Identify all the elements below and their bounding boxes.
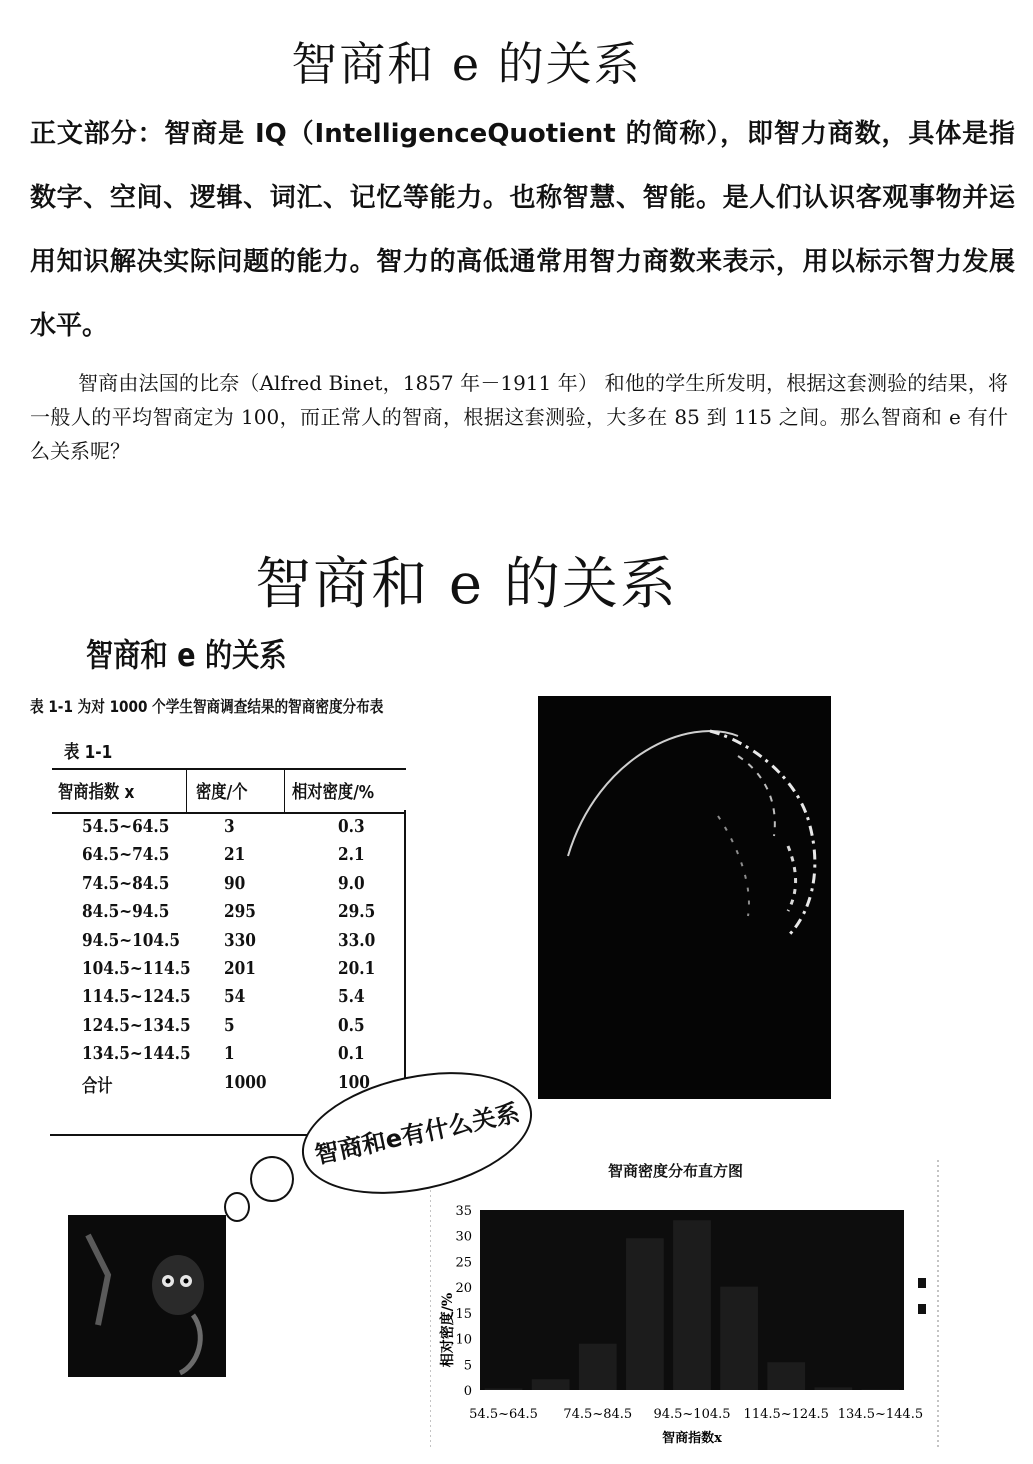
y-tick-label: 25 — [455, 1255, 472, 1271]
cell-iq-range: 134.5~144.5 — [82, 1043, 191, 1065]
table-row — [52, 958, 406, 986]
cell-iq-range: 124.5~134.5 — [82, 1014, 191, 1036]
cell-percent: 2.1 — [338, 844, 365, 866]
y-tick-label: 10 — [455, 1332, 472, 1348]
x-tick-label: 114.5~124.5 — [743, 1407, 829, 1422]
table-label: 表 1-1 — [64, 742, 113, 763]
y-tick-label: 0 — [463, 1384, 472, 1399]
histogram-svg — [430, 1150, 950, 1450]
y-axis-label: 相对密度/% — [440, 1292, 456, 1368]
intro-paragraph: 正文部分：智商是 IQ（IntelligenceQuotient 的简称），即智力商数，具体是指数字、空间、逻辑、词汇、记忆等能力。也称智慧、智能。是人们认识客观事物并运用知识解决实际问题的能力。智力的高低通常用智力商数来表示，用以标示智力发展水平。 — [30, 119, 1015, 341]
cell-count: 5 — [224, 1014, 235, 1036]
histogram-bar — [862, 1389, 900, 1390]
cell-iq-range: 合计 — [82, 1075, 113, 1097]
cell-iq-range: 114.5~124.5 — [82, 986, 191, 1008]
header-iq-index: 智商指数 x — [58, 782, 135, 803]
cell-percent: 0.1 — [338, 1043, 365, 1065]
header-relative-density: 相对密度/% — [292, 782, 375, 803]
slide-title: 智商和 e 的关系 — [255, 552, 678, 617]
cell-percent: 33.0 — [338, 929, 376, 951]
cell-count: 90 — [224, 872, 246, 894]
table-row — [52, 901, 406, 929]
cell-iq-range: 64.5~74.5 — [82, 844, 170, 866]
histogram-bar — [720, 1287, 758, 1390]
cell-percent: 29.5 — [338, 901, 376, 923]
histogram-bar — [626, 1238, 664, 1390]
legend-swatch — [918, 1278, 926, 1288]
table-row — [52, 873, 406, 901]
header-divider — [284, 770, 285, 812]
cell-count: 54 — [224, 986, 246, 1008]
x-tick-label: 134.5~144.5 — [837, 1407, 924, 1422]
cell-iq-range: 104.5~114.5 — [82, 958, 191, 979]
table-bottom-border — [50, 1134, 340, 1136]
y-tick-label: 20 — [455, 1281, 472, 1297]
table-row — [52, 1015, 406, 1043]
x-axis-label: 智商指数x — [662, 1431, 722, 1446]
y-tick-label: 30 — [455, 1229, 472, 1245]
page-title: 智商和 e 的关系 — [291, 37, 642, 91]
histogram-bar — [673, 1220, 711, 1390]
thought-bubble-medium — [250, 1156, 294, 1202]
histogram-bar — [532, 1379, 570, 1390]
table-row — [52, 816, 406, 844]
cell-iq-range: 74.5~84.5 — [82, 872, 170, 894]
cell-percent: 5.4 — [338, 986, 365, 1008]
cell-count: 3 — [224, 816, 235, 837]
cell-iq-range: 94.5~104.5 — [82, 929, 181, 951]
table-caption: 表 1-1 为对 1000 个学生智商调查结果的智商密度分布表 — [30, 697, 384, 716]
thought-bubble-small — [224, 1192, 250, 1222]
earth-photo — [538, 696, 831, 1099]
slide-subtitle: 智商和 e 的关系 — [86, 636, 287, 674]
y-tick-label: 5 — [463, 1358, 472, 1374]
cell-count: 330 — [224, 929, 256, 951]
cell-count: 201 — [224, 958, 256, 979]
cell-count: 21 — [224, 844, 246, 866]
cell-percent: 20.1 — [338, 958, 376, 979]
table-header — [52, 768, 406, 814]
table-row — [52, 1043, 406, 1071]
legend-swatch — [918, 1304, 926, 1314]
cell-count: 295 — [224, 901, 256, 923]
cell-percent: 0.5 — [338, 1014, 365, 1036]
histogram-bar — [767, 1362, 805, 1390]
cell-percent: 9.0 — [338, 872, 365, 894]
cell-percent: 0.3 — [338, 816, 365, 837]
history-paragraph: 智商由法国的比奈（Alfred Binet，1857 年－1911 年） 和他的学生所发明，根据这套测验的结果，将一般人的平均智商定为 100，而正常人的智商，根据这套测验，大多在 85 到 115 之间。那么智商和 e 有什么关系呢？ — [30, 371, 1008, 463]
monkey-image — [68, 1215, 226, 1377]
header-density: 密度/个 — [196, 782, 248, 803]
y-tick-label: 15 — [455, 1306, 472, 1322]
header-divider — [186, 770, 187, 812]
chart-title: 智商密度分布直方图 — [608, 1162, 744, 1180]
histogram-bar — [485, 1388, 523, 1390]
x-tick-label: 74.5~84.5 — [563, 1407, 633, 1422]
histogram-chart — [430, 1150, 950, 1450]
table-row — [52, 930, 406, 958]
cell-count: 1000 — [224, 1071, 267, 1093]
cell-iq-range: 54.5~64.5 — [82, 816, 170, 837]
x-tick-label: 94.5~104.5 — [653, 1407, 731, 1422]
cell-iq-range: 84.5~94.5 — [82, 901, 170, 923]
bubble-text: 智商和e有什么关系 — [312, 1098, 522, 1170]
density-table — [52, 768, 406, 1138]
y-tick-label: 35 — [455, 1204, 472, 1219]
histogram-bar — [579, 1344, 617, 1390]
table-row — [52, 986, 406, 1014]
x-tick-label: 54.5~64.5 — [469, 1407, 538, 1422]
cell-count: 1 — [224, 1043, 235, 1065]
cell-percent: 100 — [338, 1071, 370, 1093]
histogram-bar — [814, 1387, 852, 1390]
table-row — [52, 844, 406, 872]
